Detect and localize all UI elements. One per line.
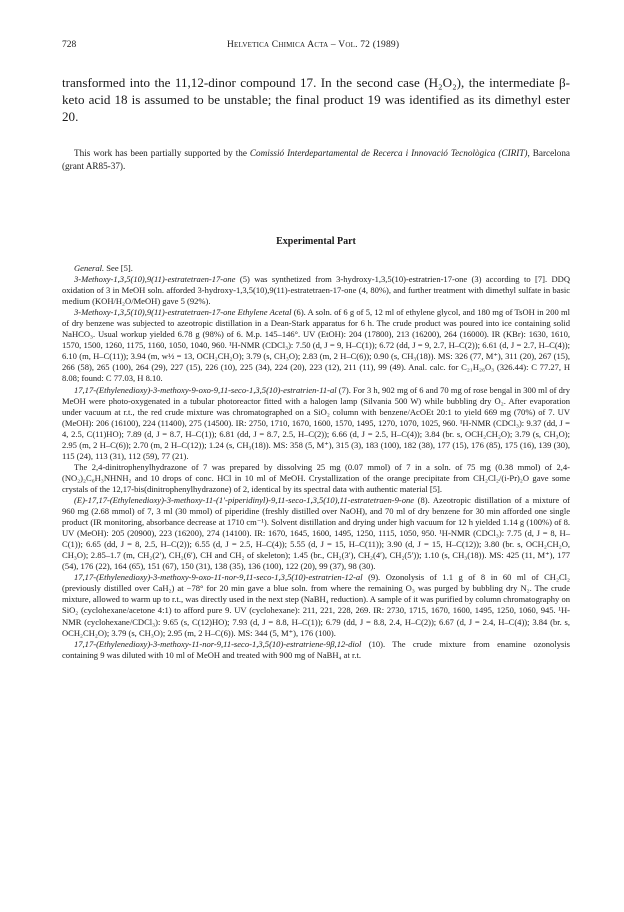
- experimental-body: [62, 263, 570, 661]
- acknowledgement: [62, 147, 570, 172]
- paragraph-heading: 17,17-(Ethylenedioxy)-3-methoxy-9-oxo-9,11-seco-1,3,5(10)-estratrien-11-al: [74, 384, 337, 395]
- paragraph-heading: (E)-17,17-(Ethylenedioxy)-3-methoxy-11-(1′-piperidinyl)-9,11-seco-1,3,5(10),11-estratetraen-9-one: [74, 494, 415, 505]
- paragraph-text: (10). The crude mixture from enamine ozonolysis containing 9 was diluted with 10 ml of MeOH and treated with 900 mg of NaBH₄ at r.t.: [62, 638, 570, 660]
- paragraph-compound-8: [62, 495, 570, 572]
- paragraph-text: (7). For 3 h, 902 mg of 6 and 70 mg of rose bengal in 300 ml of dry MeOH were photo-oxygenated in a tubular photoreactor fitted with a halogen lamp (Silvania 500 W) while bubbling dry O₂. After evaporation under vacuum at r.t., the red crude mixture was chromatographed on a SiO₂ column with benzene/AcOEt 20:1 to yield 669 mg (70%) of 7. UV (MeOH): 206 (16100), 224 (11400), 275 (14500). IR: 2750, 1710, 1670, 1600, 1570, 1495, 1270, 1070, 1025, 960. ¹H-NMR (CDCl₃): 9.37 (dd, J = 4, 2.5, C(11)HO); 7.89 (d, J = 8.7, H–C(1)); 6.81 (dd, J = 8.7, 2.5, H–C(2)); 6.66 (d, J = 2.5, H–C(4)); 3.84 (br. s, OCH₂CH₂O); 3.79 (s, CH₃O); 2.95 (m, 2 H–C(6)); 2.70 (m, 2 H–C(12)); 1.24 (s, CH₃(18)). MS: 358 (5, M⁺), 315 (3), 183 (100), 182 (38), 177 (15), 176 (85), 175 (16), 139 (30), 115 (24), 113 (31), 112 (59), 77 (21).: [62, 384, 570, 461]
- lead-paragraph: transformed into the 11,12-dinor compound 17. In the second case (H₂O₂), the intermediate β-keto acid 18 is assumed to be unstable; the final product 19 was identified as its dimethyl ester 20.: [62, 75, 570, 124]
- ack-after: , Barcelona (grant AR85-37).: [62, 148, 570, 171]
- ack-before: This work has been partially supported by the: [74, 148, 250, 158]
- paragraph-text: See [5].: [104, 263, 133, 273]
- running-header: [62, 40, 570, 56]
- paragraph-text: (9). Ozonolysis of 1.1 g of 8 in 60 ml of CH₂Cl₂ (previously distilled over CaH₂) at −78° for 20 min gave a blue soln. from where the remaining O₃ was purged by bubbling dry N₂. The crude mixture, allowed to warm up to r.t., was directly used in the next step (NaBH₄ reduction). A sample of it was purified by column chromatography on SiO₂ (cyclohexane/acetone 4:1) to afford pure 9. UV (cyclohexane): 211, 221, 228, 269. IR: 2730, 1715, 1670, 1600, 1495, 1250, 1060, 945. ¹H-NMR (cyclohexane/CDCl₃): 9.65 (s, C(12)HO); 7.93 (d, J = 8.8, H–C(1)); 6.79 (dd, J = 8.8, 2.4, H–C(2)); 6.67 (d, J = 2.4, H–C(4)); 3.84 (br. s, OCH₂CH₂O); 3.79 (s, CH₃O); 2.95 (m, 2 H–C(6)). MS: 344 (5, M⁺), 176 (100).: [62, 572, 570, 638]
- running-head: Helvetica Chimica Acta – Vol. 72 (1989): [227, 40, 400, 50]
- paragraph-compound-5: [62, 274, 570, 307]
- paragraph-dnph: [62, 462, 570, 495]
- paragraph-heading: 3-Methoxy-1,3,5(10),9(11)-estratetraen-17-one: [74, 274, 236, 285]
- ack-funder: Comissió Interdepartamental de Recerca i Innovació Tecnològica (CIRIT): [249, 148, 528, 158]
- page-number: 728: [62, 40, 77, 50]
- section-title: Experimental Part: [276, 236, 356, 247]
- paragraph-compound-9: [62, 572, 570, 638]
- journal-page: [62, 40, 570, 661]
- paragraph-text: The 2,4-dinitrophenylhydrazone of 7 was prepared by dissolving 25 mg (0.07 mmol) of 7 in a soln. of 75 mg (0.38 mmol) of 2,4-(NO₂)₂C₆H₃NHNH₂ and 10 drops of conc. HCl in 10 ml of MeOH. Crystallization of the orange precipitate from CH₂Cl₂/(i-Pr)₂O gave some crystals of the 12,17-bis(dinitrophenylhydrazone) of 2, identical by its spectral data with authentic material [5].: [62, 461, 570, 494]
- paragraph-text: (6). A soln. of 6 g of 5, 12 ml of ethylene glycol, and 180 mg of TsOH in 200 ml of dry benzene was subjected to azeotropic distillation in a Dean-Stark apparatus for 6 h. The crude product was poured into ice containing solid NaHCO₃. Usual workup yielded 6.78 g (98%) of 6. M.p. 145–146°. UV (EtOH): 204 (17800), 213 (16200), 264 (16000). IR (KBr): 1630, 1610, 1570, 1500, 1260, 1175, 1160, 1050, 1040, 960. ¹H-NMR (CDCl₃): 7.50 (d, J = 9, H–C(1)); 6.72 (dd, J = 9, 2.7, H–C(2)); 6.61 (d, J = 2.7, H–C(4)); 6.10 (m, H–C(11)); 3.94 (m, w½ = 13, OCH₂CH₂O); 3.79 (s, CH₃O); 2.83 (m, 2 H–C(6)); 0.90 (s, CH₃(18)). MS: 326 (77, M⁺), 311 (20), 267 (15), 266 (58), 265 (100), 264 (29), 227 (15), 226 (10), 225 (34), 224 (20), 223 (12), 211 (11), 99 (49). Anal. calc. for C₂₁H₂₆O₃ (326.44): C 77.27, H 8.08; found: C 77.03, H 8.10.: [62, 307, 570, 384]
- paragraph-heading: 3-Methoxy-1,3,5(10),9(11)-estratetraen-17-one Ethylene Acetal: [74, 307, 292, 318]
- paragraph-heading: General.: [74, 263, 105, 273]
- paragraph-general: [62, 263, 570, 274]
- paragraph-text: (8). Azeotropic distillation of a mixture of 960 mg (2.68 mmol) of 7, 3 ml (30 mmol) of piperidine (freshly distilled over NaOH), and 70 ml of dry benzene for 30 min afforded one single product (IR monitoring, absorbance decrease at 1710 cm⁻¹). Solvent distillation and drying under high vacuum for 12 h yielded 1.14 g (100%) of 8. UV (MeOH): 205 (20900), 223 (16200), 274 (14100). IR: 1670, 1645, 1600, 1495, 1250, 1115, 1050, 950. ¹H-NMR (CDCl₃): 7.75 (d, J = 8, H–C(1)); 6.65 (dd, J = 8, 2.5, H–C(2)); 6.55 (d, J = 2.5, H–C(4)); 5.55 (d, J = 15, H–C(11)); 3.90 (d, J = 15, H–C(12)); 3.80 (br. s, OCH₂CH₂O, CH₃O); 2.85–1.7 (m, CH₂(2′), CH₂(6′), CH and CH₂ of skeleton); 1.45 (br., CH₂(3′), CH₂(4′), CH₂(5′)); 1.10 (s, CH₃(18)). MS: 425 (11, M⁺), 177 (54), 176 (22), 164 (65), 151 (67), 150 (31), 138 (35), 136 (100), 122 (20), 99 (37), 98 (30).: [62, 494, 570, 572]
- paragraph-text: (5) was synthetized from 3-hydroxy-1,3,5(10)-estratrien-17-one (3) according to [7]. DDQ oxidation of 3 in MeOH soln. afforded 3-hydroxy-1,3,5(10),9(11)-estratetraen-17-one (4, 80%), and further treatment with dimethyl sulfate in basic medium (KOH/H₂O/MeOH) gave 5 (92%).: [62, 274, 570, 307]
- paragraph-heading: 17,17-(Ethylenedioxy)-3-methoxy-9-oxo-11-nor-9,11-seco-1,3,5(10)-estratrien-12-al: [74, 572, 363, 583]
- paragraph-compound-10: [62, 639, 570, 661]
- paragraph-compound-6: [62, 307, 570, 384]
- paragraph-compound-7: [62, 385, 570, 462]
- paragraph-heading: 17,17-(Ethylenedioxy)-3-methoxy-11-nor-9,11-seco-1,3,5(10)-estratriene-9β,12-diol: [74, 638, 362, 649]
